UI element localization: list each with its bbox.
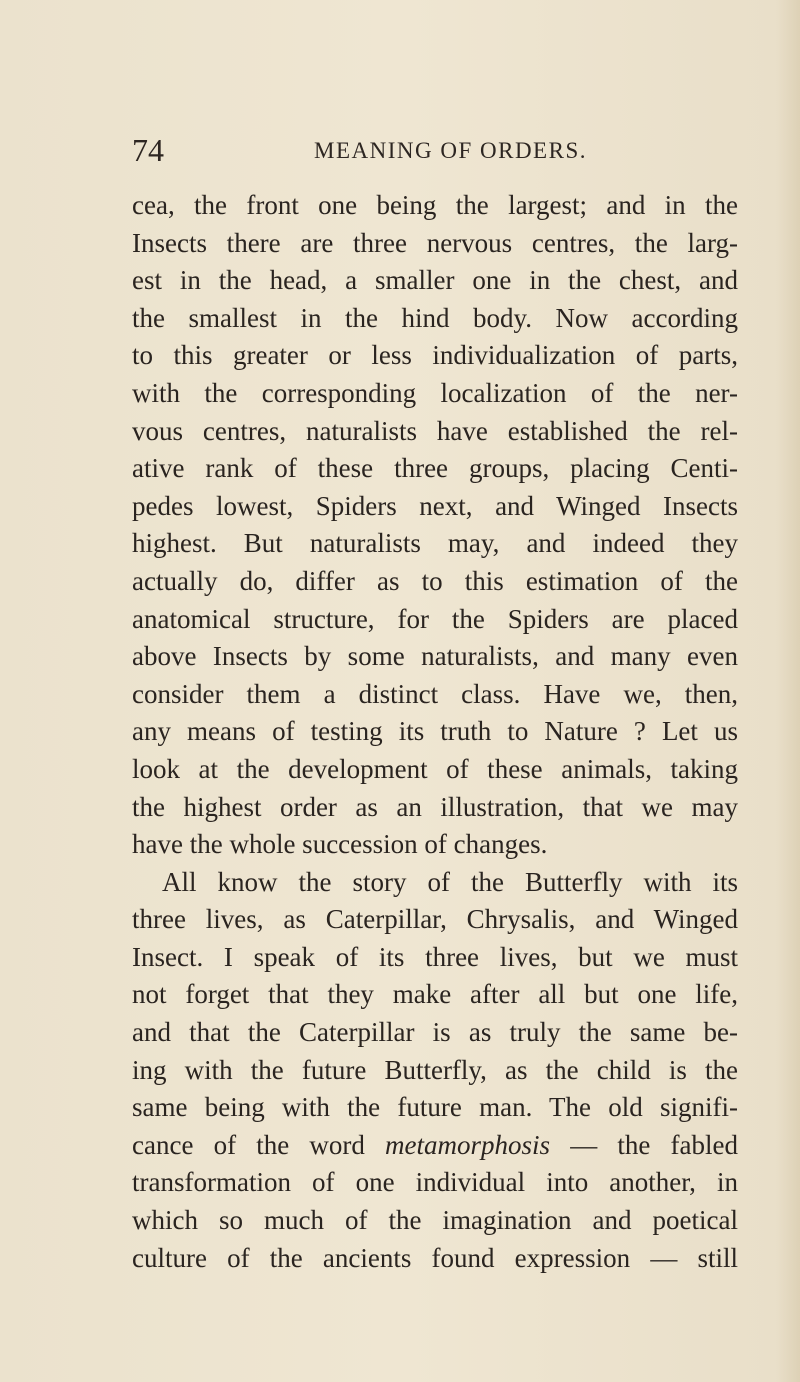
- paragraph-start-line: All know the story of the Butterfly with its: [162, 866, 738, 897]
- italic-term: metamorphosis: [385, 1129, 551, 1160]
- running-head: MEANING OF ORDERS.: [314, 138, 587, 163]
- body-text: [132, 187, 738, 1277]
- text-segment: — the fabled: [550, 1129, 738, 1160]
- text-line: with the corresponding localization of the ner-: [132, 377, 738, 408]
- page-header: [132, 132, 732, 172]
- text-segment: cance of the word: [132, 1129, 386, 1160]
- text-line: highest. But naturalists may, and indeed they: [132, 528, 738, 559]
- text-line: three lives, as Caterpillar, Chrysalis, and Winged: [132, 904, 738, 935]
- text-line: the smallest in the hind body. Now according: [132, 302, 738, 333]
- page-number: 74: [132, 132, 164, 168]
- text-line: Insects there are three nervous centres, the larg-: [132, 227, 738, 258]
- text-line: transformation of one individual into another, in: [132, 1167, 738, 1198]
- text-line: actually do, differ as to this estimation of the: [132, 565, 738, 596]
- text-line: same being with the future man. The old signifi-: [132, 1092, 738, 1123]
- text-line: cea, the front one being the largest; and in the: [132, 190, 738, 220]
- text-line: which so much of the imagination and poetical: [132, 1205, 738, 1236]
- text-line: est in the head, a smaller one in the chest, and: [132, 265, 738, 296]
- text-line: pedes lowest, Spiders next, and Winged Insects: [132, 490, 738, 521]
- text-line: Insect. I speak of its three lives, but we must: [132, 941, 738, 972]
- text-line: consider them a distinct class. Have we, then,: [132, 678, 738, 709]
- text-line: culture of the ancients found expression — still: [132, 1242, 738, 1273]
- text-line: any means of testing its truth to Nature ? Let us: [132, 716, 738, 747]
- text-line: and that the Caterpillar is as truly the same be-: [132, 1017, 738, 1048]
- text-line: look at the development of these animals, taking: [132, 753, 738, 784]
- text-line-with-italic: [132, 1127, 738, 1165]
- text-line: ing with the future Butterfly, as the child is the: [132, 1054, 738, 1085]
- text-line: above Insects by some naturalists, and many even: [132, 641, 738, 672]
- text-line: the highest order as an illustration, that we may: [132, 791, 738, 822]
- text-line: anatomical structure, for the Spiders are placed: [132, 603, 738, 634]
- text-line: to this greater or less individualization of parts,: [132, 340, 738, 371]
- text-line: vous centres, naturalists have established the rel-: [132, 415, 738, 446]
- paragraph-end-line: have the whole succession of changes.: [132, 829, 548, 860]
- text-line: not forget that they make after all but one life,: [132, 979, 738, 1010]
- text-line: ative rank of these three groups, placing Centi-: [132, 453, 738, 484]
